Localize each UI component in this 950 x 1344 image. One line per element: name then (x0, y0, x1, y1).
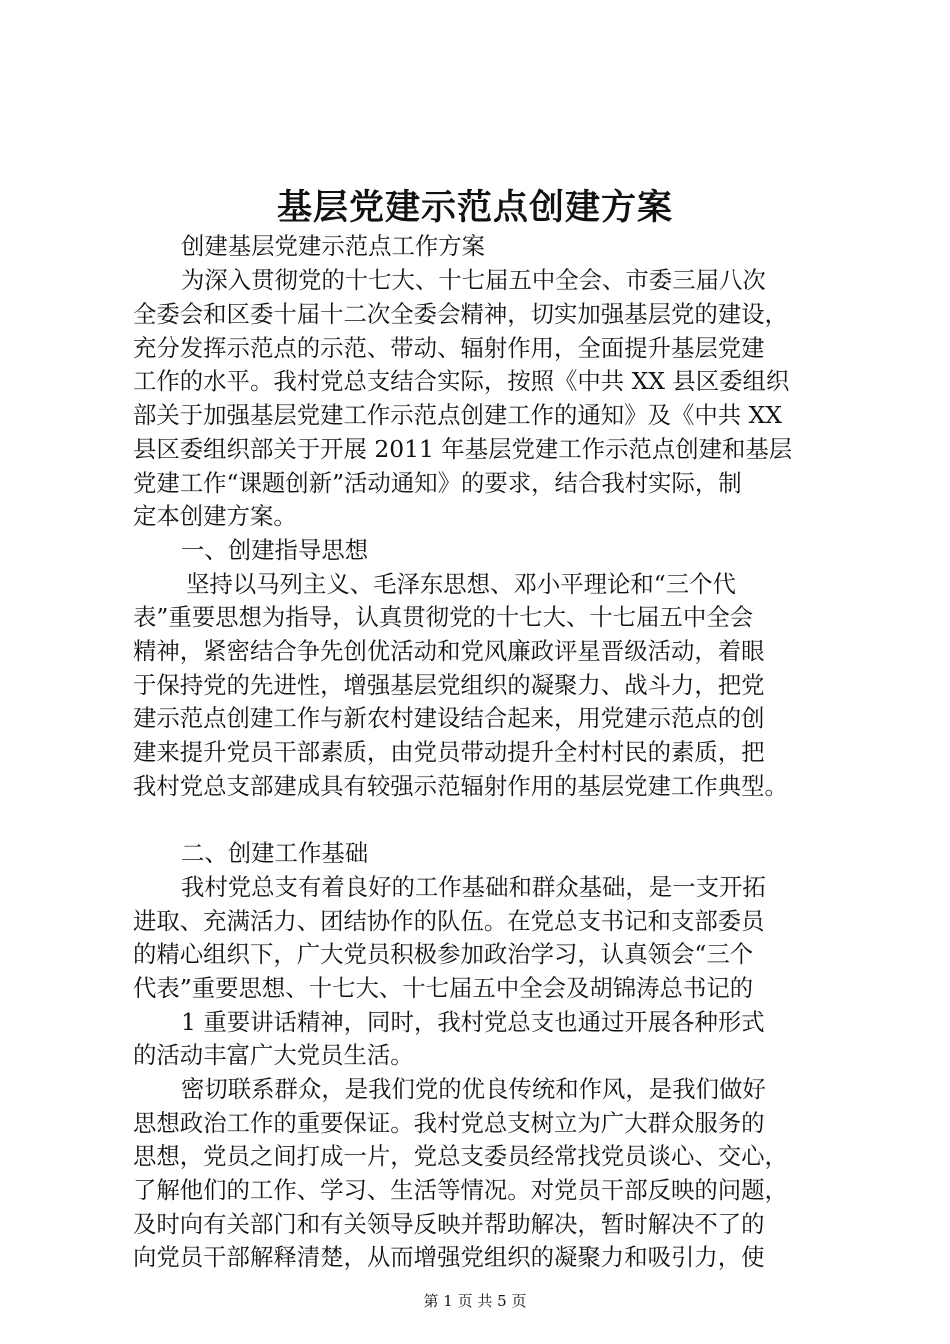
paragraph-line: 全委会和区委十届十二次全委会精神，切实加强基层党的建设， (133, 300, 788, 328)
paragraph-line: 代表”重要思想、十七大、十七届五中全会及胡锦涛总书记的 (133, 974, 754, 1002)
paragraph-line: 建示范点创建工作与新农村建设结合起来，用党建示范点的创 (133, 704, 765, 732)
paragraph-line: 表”重要思想为指导，认真贯彻党的十七大、十七届五中全会 (133, 603, 754, 631)
section-heading: 一、创建指导思想 (181, 536, 369, 564)
paragraph-line: 了解他们的工作、学习、生活等情况。对党员干部反映的问题， (133, 1176, 788, 1204)
paragraph-line: 为深入贯彻党的十七大、十七届五中全会、市委三届八次 (181, 266, 766, 294)
paragraph-line: 工作的水平。我村党总支结合实际，按照《中共 XX 县区委组织 (133, 367, 790, 395)
paragraph-line: 我村党总支有着良好的工作基础和群众基础，是一支开拓 (181, 873, 766, 901)
paragraph-line: 县区委组织部关于开展 2011 年基层党建工作示范点创建和基层 (133, 435, 793, 463)
paragraph-line: 思想，党员之间打成一片，党总支委员经常找党员谈心、交心， (133, 1142, 788, 1170)
page-number: 第 1 页 共 5 页 (423, 1292, 527, 1310)
paragraph-line: 1 重要讲话精神，同时，我村党总支也通过开展各种形式 (181, 1008, 765, 1036)
paragraph-line: 精神，紧密结合争先创优活动和党风廉政评星晋级活动，着眼 (133, 637, 765, 665)
paragraph-line: 党建工作“课题创新”活动通知》的要求，结合我村实际，制 (133, 469, 742, 497)
subtitle-line: 创建基层党建示范点工作方案 (181, 232, 486, 260)
paragraph-line: 建来提升党员干部素质，由党员带动提升全村村民的素质，把 (133, 738, 765, 766)
paragraph-line: 进取、充满活力、团结协作的队伍。在党总支书记和支部委员 (133, 907, 765, 935)
paragraph-line: 部关于加强基层党建工作示范点创建工作的通知》及《中共 XX (133, 401, 782, 429)
paragraph-line: 坚持以马列主义、毛泽东思想、邓小平理论和“三个代 (186, 570, 736, 598)
paragraph-line: 及时向有关部门和有关领导反映并帮助解决，暂时解决不了的 (133, 1210, 765, 1238)
paragraph-line: 的精心组织下，广大党员积极参加政治学习，认真领会“三个 (133, 940, 754, 968)
paragraph-line: 于保持党的先进性，增强基层党组织的凝聚力、战斗力，把党 (133, 671, 765, 699)
paragraph-line: 定本创建方案。 (133, 502, 297, 530)
paragraph-line: 我村党总支部建成具有较强示范辐射作用的基层党建工作典型。 (133, 772, 788, 800)
section-heading: 二、创建工作基础 (181, 839, 369, 867)
paragraph-line: 向党员干部解释清楚，从而增强党组织的凝聚力和吸引力，使 (133, 1243, 765, 1271)
document-title: 基层党建示范点创建方案 (276, 187, 673, 228)
paragraph-line: 密切联系群众，是我们党的优良传统和作风，是我们做好 (181, 1075, 766, 1103)
paragraph-line: 充分发挥示范点的示范、带动、辐射作用，全面提升基层党建 (133, 334, 765, 362)
paragraph-line: 思想政治工作的重要保证。我村党总支树立为广大群众服务的 (133, 1109, 765, 1137)
paragraph-line: 的活动丰富广大党员生活。 (133, 1041, 414, 1069)
